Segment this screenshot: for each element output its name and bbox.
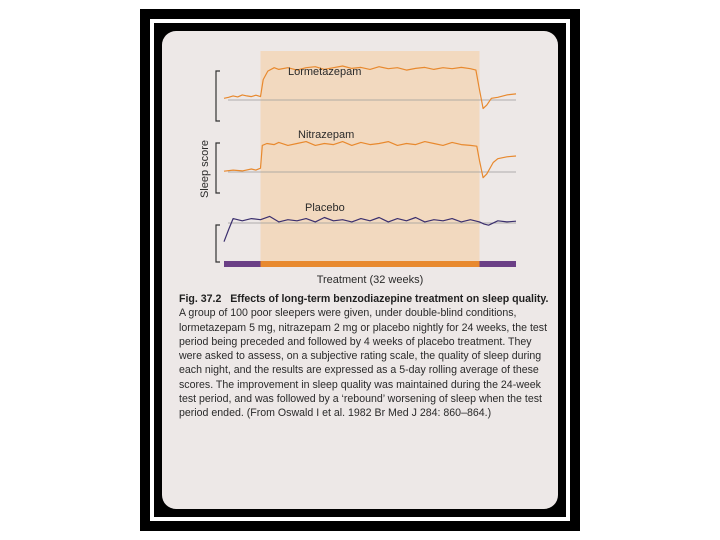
series-label-lormetazepam: Lormetazepam bbox=[288, 66, 362, 78]
series-label-nitrazepam: Nitrazepam bbox=[298, 129, 355, 141]
figure-title: Effects of long-term benzodiazepine treatment on sleep quality. bbox=[230, 293, 549, 305]
bar-pre-placebo bbox=[224, 261, 261, 267]
figure-panel bbox=[162, 31, 558, 509]
bar-post-placebo bbox=[480, 261, 517, 267]
treatment-period-shade bbox=[261, 51, 480, 267]
y-axis-bracket bbox=[216, 71, 220, 121]
x-axis-label: Treatment (32 weeks) bbox=[316, 274, 424, 286]
figure-label: Fig. 37.2 bbox=[179, 293, 222, 305]
y-axis-bracket bbox=[216, 225, 220, 262]
caption-body: A group of 100 poor sleepers were given, under double-blind conditions, lormetazepam 5 mg, nitrazepam 2 mg or placebo nightly for 24 weeks, the test period being preceded and followed by 4 weeks of placebo treatment. They were asked to assess, on a subjective rating scale, the quality of sleep during each night, and the results are expressed as a 5-day rolling average of these scores. The improvement in sleep quality was maintained during the 24-week test period, and was followed by a ‘rebound’ worsening of sleep when the test period ended. (From Oswald I et al. 1982 Br Med J 284: 860–864.) bbox=[179, 307, 548, 420]
axis-brackets bbox=[216, 71, 220, 262]
sleep-chart bbox=[162, 31, 558, 293]
y-axis-label: Sleep score bbox=[199, 139, 211, 199]
figure-caption bbox=[179, 292, 551, 421]
y-axis-bracket bbox=[216, 143, 220, 193]
series-label-placebo: Placebo bbox=[305, 202, 345, 214]
bar-treatment bbox=[261, 261, 480, 267]
treatment-period-bar bbox=[224, 261, 516, 267]
